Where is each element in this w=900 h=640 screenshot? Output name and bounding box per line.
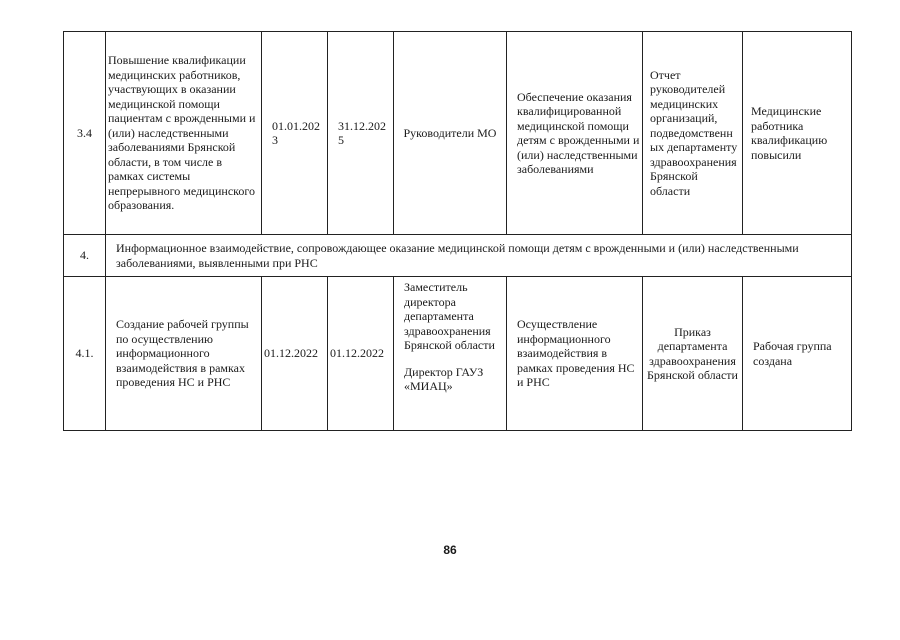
activity-cell: Создание рабочей группы по осуществлению информационного взаимодействия в рамках проведения НС и РНС xyxy=(106,277,262,431)
document-table-wrapper xyxy=(63,31,852,431)
table-row-3-4 xyxy=(64,32,852,235)
responsible-extra-text: Директор ГАУЗ «МИАЦ» xyxy=(404,364,484,393)
row-number-cell: 4.1. xyxy=(64,277,106,431)
row-number-cell: 3.4 xyxy=(64,32,106,235)
result-cell: Рабочая группа создана xyxy=(743,277,852,431)
page-number: 86 xyxy=(443,543,457,557)
start-date-cell: 01.12.2022 xyxy=(262,277,328,431)
end-date-cell: 31.12.2025 xyxy=(328,32,394,235)
control-cell: Отчет руководителей медицинских организаций, подведомственных департаменту здравоохранения Брянской области xyxy=(643,32,743,235)
activity-cell: Повышение квалификации медицинских работников, участвующих в оказании медицинской помощи пациентам с врожденными и (или) наследственными заболеваниями Брянской области, в том числе в рамках системы непрерывного медицинского образования. xyxy=(106,32,262,235)
responsible-text: Заместитель директора департамента здравоохранения Брянской области xyxy=(404,280,495,352)
section-number-cell: 4. xyxy=(64,235,106,277)
characteristic-cell: Осуществление информационного взаимодействия в рамках проведения НС и РНС xyxy=(507,277,643,431)
start-date-cell: 01.01.2023 xyxy=(262,32,328,235)
section-title-cell: Информационное взаимодействие, сопровождающее оказание медицинской помощи детям с врожденными и (или) наследственными заболеваниями, выявленными при РНС xyxy=(106,235,852,277)
characteristic-cell: Обеспечение оказания квалифицированной медицинской помощи детям с врожденными и (или) наследственными заболеваниями xyxy=(507,32,643,235)
end-date-cell: 01.12.2022 xyxy=(328,277,394,431)
responsible-text: Руководители МО xyxy=(403,125,497,140)
table-row-4-1 xyxy=(64,277,852,431)
responsible-cell xyxy=(394,277,507,431)
section-row-4 xyxy=(64,235,852,277)
activities-table xyxy=(63,31,852,431)
responsible-cell xyxy=(394,32,507,235)
control-cell: Приказ департамента здравоохранения Брянской области xyxy=(643,277,743,431)
result-cell: Медицинские работника квалификацию повысили xyxy=(743,32,852,235)
